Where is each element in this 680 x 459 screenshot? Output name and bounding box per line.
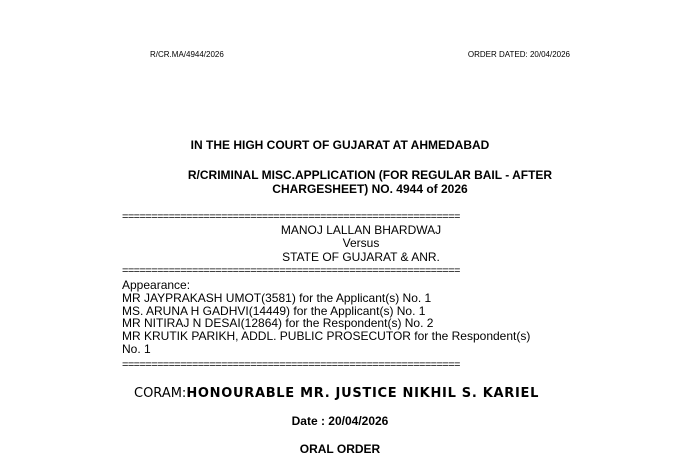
separator-rule: ========================================================== [122,266,460,277]
case-title-line-2: CHARGESHEET) NO. 4944 of 2026 [272,182,468,196]
order-dated: ORDER DATED: 20/04/2026 [467,50,570,59]
appearance-line: MS. ARUNA H GADHVI(14449) for the Applicant(s) No. 1 [122,303,426,318]
case-title-line-1: R/CRIMINAL MISC.APPLICATION (FOR REGULAR BAIL - AFTER [187,168,553,182]
appearance-line: MR NITIRAJ N DESAI(12864) for the Respondent(s) No. 2 [122,316,434,331]
court-title: IN THE HIGH COURT OF GUJARAT AT AHMEDABAD [190,138,490,152]
coram [134,386,539,401]
separator-rule: ========================================================== [122,360,460,371]
case-title [120,168,620,196]
appearance-line: No. 1 [122,341,151,356]
judge-name: HONOURABLE MR. JUSTICE NIKHIL S. KARIEL [186,386,540,401]
appearance-line: MR KRUTIK PARIKH, ADDL. PUBLIC PROSECUTOR for the Respondent(s) [122,329,531,344]
appearance-block [122,279,600,356]
respondent-name: STATE OF GUJARAT & ANR. [282,250,440,264]
order-date: Date : 20/04/2026 [291,414,389,428]
coram-label: CORAM: [134,386,187,401]
appearance-line: MR JAYPRAKASH UMOT(3581) for the Applicant(s) No. 1 [122,290,432,305]
versus-label: Versus [342,236,380,250]
applicant-name: MANOJ LALLAN BHARDWAJ [280,223,442,237]
order-type: ORAL ORDER [299,442,381,456]
case-reference: R/CR.MA/4944/2026 [150,50,224,59]
separator-rule: ========================================================== [122,212,460,223]
appearance-heading: Appearance: [122,278,191,292]
